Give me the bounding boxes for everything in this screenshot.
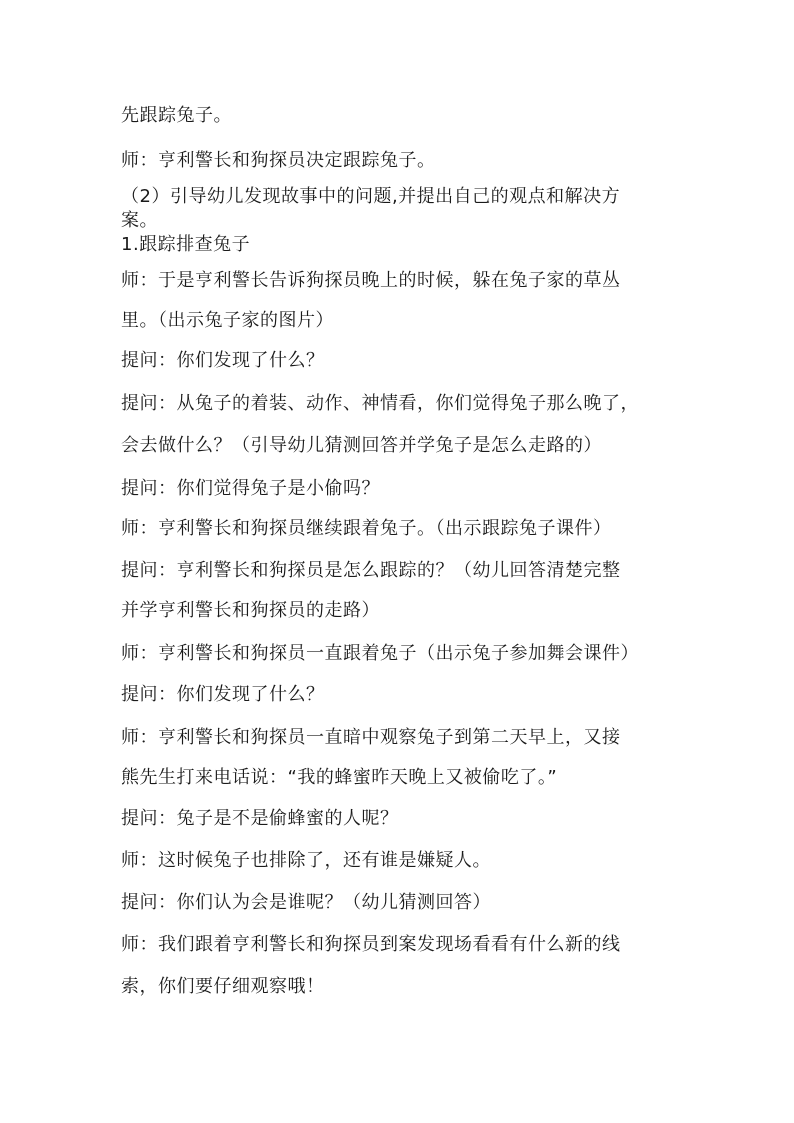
text-line: 师：亨利警长和狗探员一直跟着兔子（出示兔子参加舞会课件）	[121, 643, 639, 664]
text-line: 提问：你们发现了什么？	[121, 684, 325, 705]
text-line: 师：这时候兔子也排除了，还有谁是嫌疑人。	[121, 850, 491, 871]
text-line: （2）引导幼儿发现故事中的问题,并提出自己的观点和解决方	[121, 186, 621, 207]
text-line: 案。	[121, 210, 158, 231]
text-line: 师：于是亨利警长告诉狗探员晚上的时候，躲在兔子家的草丛	[121, 270, 621, 291]
text-line: 师：我们跟着亨利警长和狗探员到案发现场看看有什么新的线	[121, 934, 621, 955]
text-line: 师：亨利警长和狗探员一直暗中观察兔子到第二天早上，又接	[121, 727, 621, 748]
text-line: 索，你们要仔细观察哦！	[121, 976, 325, 997]
section-heading: 1.跟踪排查兔子	[121, 234, 251, 255]
text-line: 里。（出示兔子家的图片）	[121, 310, 334, 331]
text-line: 提问：从兔子的着装、动作、神情看，你们觉得兔子那么晚了，	[121, 393, 639, 414]
text-line: 提问：你们发现了什么？	[121, 350, 325, 371]
text-line: 先跟踪兔子。	[121, 105, 232, 126]
text-line: 会去做什么？（引导幼儿猜测回答并学兔子是怎么走路的）	[121, 435, 602, 456]
text-line: 提问：你们认为会是谁呢？（幼儿猜测回答）	[121, 892, 491, 913]
text-line: 并学亨利警长和狗探员的走路）	[121, 600, 380, 621]
text-line: 师：亨利警长和狗探员继续跟着兔子。（出示跟踪兔子课件）	[121, 518, 612, 539]
text-line: 师：亨利警长和狗探员决定跟踪兔子。	[121, 150, 436, 171]
text-line: 提问：亨利警长和狗探员是怎么跟踪的？（幼儿回答清楚完整	[121, 560, 621, 581]
text-line: 熊先生打来电话说：“我的蜂蜜昨天晚上又被偷吃了。”	[121, 767, 558, 788]
text-line: 提问：兔子是不是偷蜂蜜的人呢？	[121, 808, 399, 829]
text-line: 提问：你们觉得兔子是小偷吗？	[121, 478, 380, 499]
